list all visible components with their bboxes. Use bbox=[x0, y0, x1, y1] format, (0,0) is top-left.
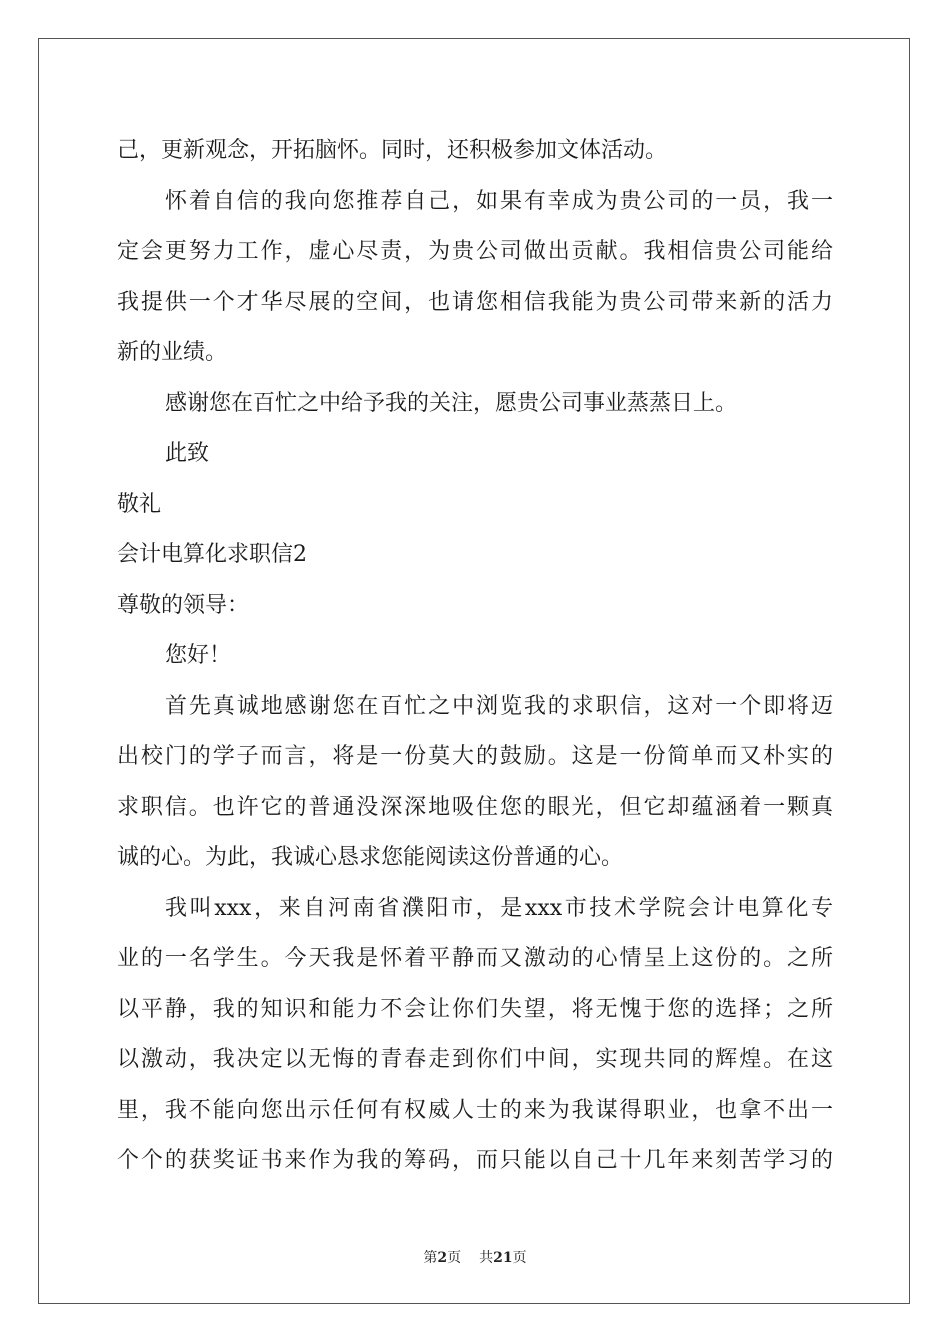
text-line: 诚的心。为此，我诚心恳求您能阅读这份普通的心。 bbox=[117, 845, 624, 870]
text-line: 求职信。也许它的普通没深深地吸住您的眼光，但它却蕴涵着一颗真 bbox=[117, 794, 833, 820]
total-suffix: 页 bbox=[512, 1250, 527, 1266]
page-suffix: 页 bbox=[447, 1250, 462, 1266]
section-heading: 会计电算化求职信2 bbox=[117, 542, 307, 567]
text-line: 我提供一个才华尽展的空间，也请您相信我能为贵公司带来新的活力 bbox=[117, 289, 833, 315]
text-line: 感谢您在百忙之中给予我的关注，愿贵公司事业蒸蒸日上。 bbox=[165, 390, 738, 416]
greeting-line: 尊敬的领导： bbox=[117, 592, 250, 618]
text-line: 里，我不能向您出示任何有权威人士的来为我谋得职业，也拿不出一 bbox=[117, 1097, 833, 1123]
greeting-line: 您好！ bbox=[165, 643, 232, 668]
page-footer bbox=[0, 1247, 950, 1267]
text-line: 以激动，我决定以无悔的青春走到你们中间，实现共同的辉煌。在这 bbox=[117, 1047, 833, 1072]
page-prefix: 第 bbox=[423, 1250, 438, 1266]
page-current: 2 bbox=[437, 1250, 448, 1266]
closing-line: 此致 bbox=[165, 441, 210, 466]
text-line: 个个的获奖证书来作为我的筹码，而只能以自己十几年来刻苦学习的 bbox=[117, 1148, 833, 1173]
text-line: 首先真诚地感谢您在百忙之中浏览我的求职信，这对一个即将迈 bbox=[165, 693, 833, 719]
text-line: 我叫xxx，来自河南省濮阳市，是xxx市技术学院会计电算化专 bbox=[165, 895, 833, 921]
text-line: 出校门的学子而言，将是一份莫大的鼓励。这是一份简单而又朴实的 bbox=[117, 744, 833, 769]
salutation-line: 敬礼 bbox=[117, 491, 162, 517]
page-total: 21 bbox=[493, 1250, 513, 1266]
text-line: 以平静，我的知识和能力不会让你们失望，将无愧于您的选择；之所 bbox=[117, 996, 833, 1022]
text-line: 定会更努力工作，虚心尽责，为贵公司做出贡献。我相信贵公司能给 bbox=[117, 239, 833, 264]
text-line: 己，更新观念，开拓脑怀。同时，还积极参加文体活动。 bbox=[117, 138, 668, 163]
text-line: 怀着自信的我向您推荐自己，如果有幸成为贵公司的一员，我一 bbox=[165, 188, 833, 214]
text-line: 业的一名学生。今天我是怀着平静而又激动的心情呈上这份的。之所 bbox=[117, 946, 833, 971]
total-prefix: 共 bbox=[479, 1250, 494, 1266]
text-line: 新的业绩。 bbox=[117, 340, 228, 365]
document-body bbox=[117, 126, 833, 1187]
